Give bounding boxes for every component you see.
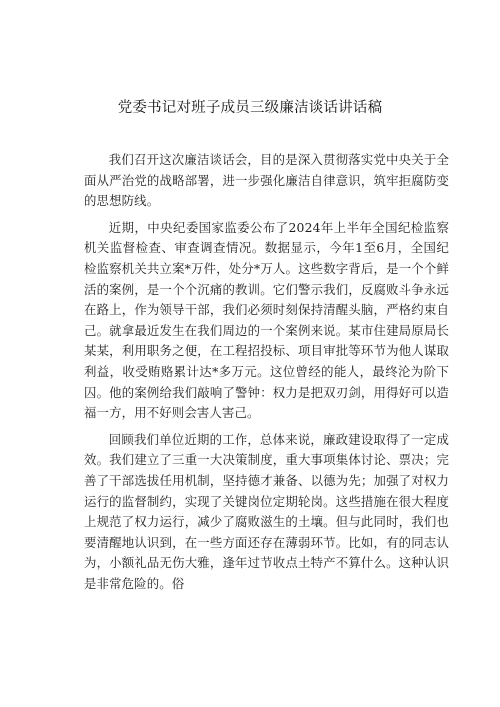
paragraph: 近期，中央纪委国家监委公布了2024年上半年全国纪检监察机关监督检查、审查调查情况。数据显示，今年1至6月，全国纪检监察机关共立案*万件，处分*万人。这些数字背后，是一个个鲜活的案例，是一个个沉痛的教训。它们警示我们，反腐败斗争永远在路上，作为领导干部，我们必须时刻保持清醒头脑，严格约束自己。就拿最近发生在我们周边的一个案例来说。某市住建局原局长某某，利用职务之便，在工程招投标、项目审批等环节为他人谋取利益，收受贿赂累计达*多万元。这位曾经的能人，最终沦为阶下囚。他的案例给我们敲响了警钟：权力是把双刃剑，用得好可以造福一方，用不好则会害人害己。 [84,219,449,421]
paragraph: 我们召开这次廉洁谈话会，目的是深入贯彻落实党中央关于全面从严治党的战略部署，进一步强化廉洁自律意识，筑牢拒腐防变的思想防线。 [84,152,449,209]
document-title: 党委书记对班子成员三级廉洁谈话讲话稿 [117,100,383,116]
paragraph: 回顾我们单位近期的工作，总体来说，廉政建设取得了一定成效。我们建立了三重一大决策制度，重大事项集体讨论、票决；完善了干部选拔任用机制，坚持德才兼备、以德为先；加强了对权力运行的监督制约，实现了关键岗位定期轮岗。这些措施在很大程度上规范了权力运行，减少了腐败滋生的土壤。但与此同时，我们也要清醒地认识到，在一些方面还存在薄弱环节。比如，有的同志认为，小额礼品无伤大雅，逢年过节收点土特产不算什么。这种认识是非常危险的。俗 [84,431,449,591]
document-body [84,150,449,600]
